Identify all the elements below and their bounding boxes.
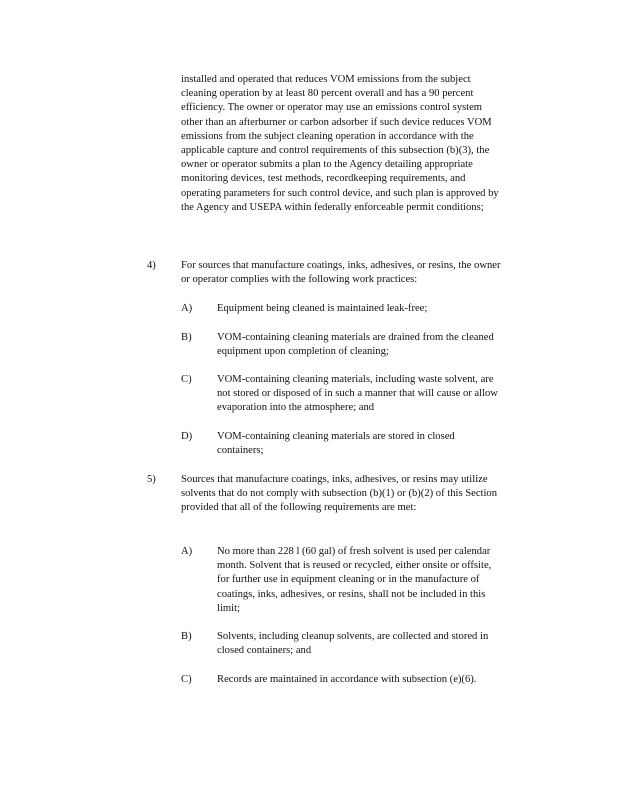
item-5-c-label: C) — [181, 674, 192, 685]
item-4-d-label: D) — [181, 431, 193, 442]
item-5-b-text: Solvents, including cleanup solvents, are collected and stored in closed containers; and — [217, 631, 489, 657]
item-4-number: 4) — [147, 260, 156, 271]
item-4-c-text: VOM-containing cleaning materials, including waste solvent, are not stored or disposed of in such a manner that will cause or allow evaporation into the atmosphere; and — [217, 374, 498, 414]
item-5-b-label: B) — [181, 631, 192, 642]
item-4-b-label: B) — [181, 332, 192, 343]
intro-paragraph: installed and operated that reduces VOM emissions from the subject cleaning operation by at least 80 percent overall and has a 90 percent efficiency. The owner or operator may use an emissions control system other than an afterburner or carbon adsorber if such device reduces VOM emissions from the subject cleaning operation in accordance with the applicable capture and control requirements of this subsection (b)(3), the owner or operator submits a plan to the Agency detailing appropriate monitoring devices, test methods, recordkeeping requirements, and operating parameters for such control device, and such plan is approved by the Agency and USEPA within federally enforceable permit conditions; — [181, 74, 499, 213]
item-5-c-text: Records are maintained in accordance with subsection (e)(6). — [217, 674, 477, 685]
item-4-a-text: Equipment being cleaned is maintained leak-free; — [217, 303, 428, 314]
item-4-d-text: VOM-containing cleaning materials are stored in closed containers; — [217, 431, 455, 457]
item-4-a-label: A) — [181, 303, 193, 314]
item-5-a-text: No more than 228 l (60 gal) of fresh solvent is used per calendar month. Solvent that is reused or recycled, either onsite or offsite, for further use in equipment cleaning or in the manufacture of coatings, inks, adhesives, or resins, shall not be included in this limit; — [217, 546, 492, 614]
item-5-a-label: A) — [181, 546, 193, 557]
item-4-b-text: VOM-containing cleaning materials are drained from the cleaned equipment upon completion of cleaning; — [217, 332, 494, 358]
item-5-text: Sources that manufacture coatings, inks, adhesives, or resins may utilize solvents that do not comply with subsection (b)(1) or (b)(2) of this Section provided that all of the following requirements are met: — [181, 474, 497, 514]
item-4-text: For sources that manufacture coatings, inks, adhesives, or resins, the owner or operator complies with the following work practices: — [181, 260, 501, 286]
item-4-c-label: C) — [181, 374, 192, 385]
item-5-number: 5) — [147, 474, 156, 485]
